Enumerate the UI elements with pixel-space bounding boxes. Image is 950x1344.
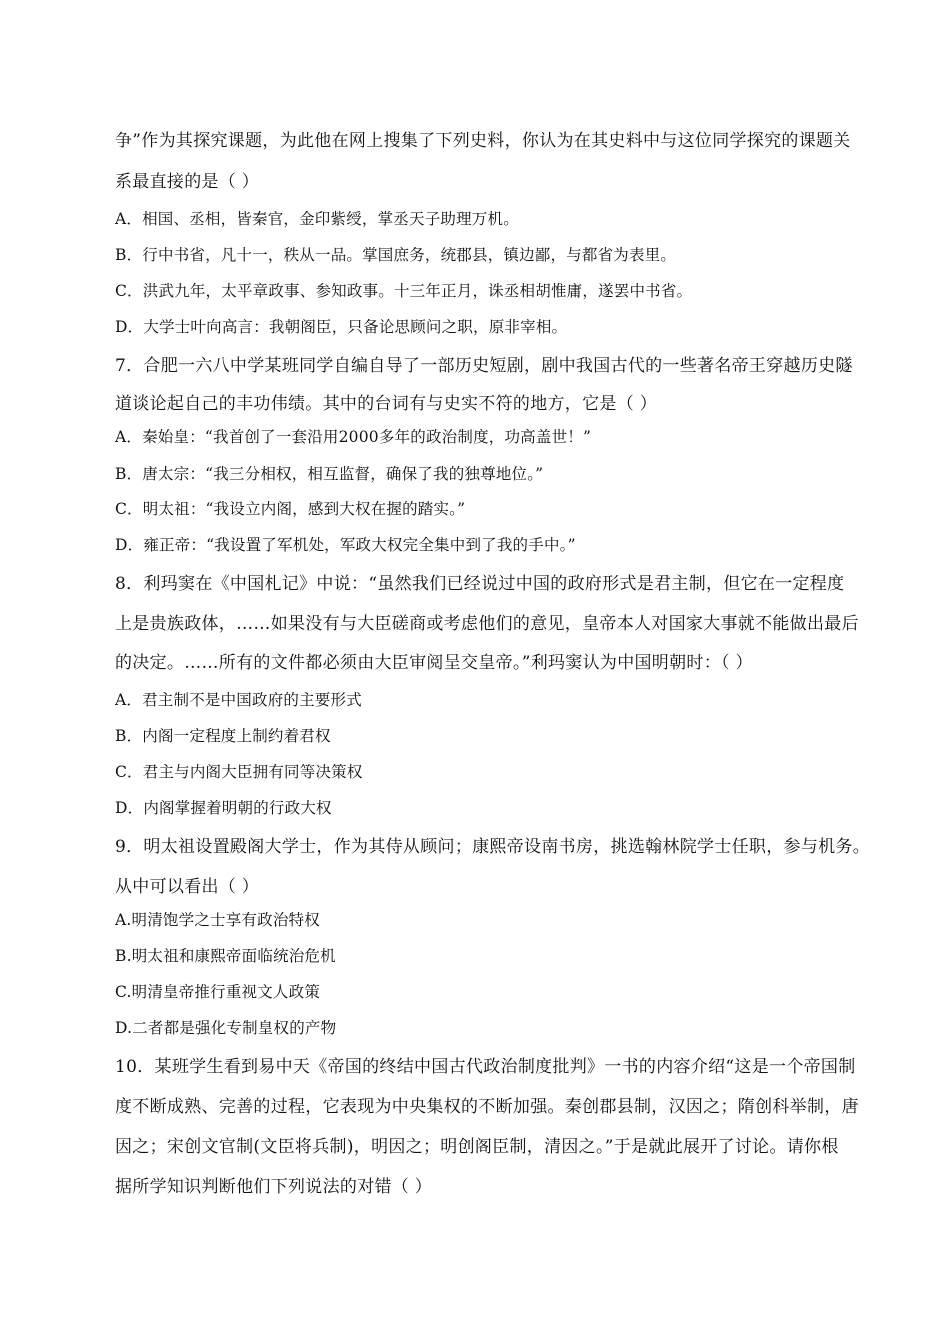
option-c: C．君主与内阁大臣拥有同等决策权: [115, 763, 363, 781]
option-c: C.明清皇帝推行重视文人政策: [115, 983, 321, 1001]
option-b: B．内阁一定程度上制约着君权: [115, 727, 331, 745]
option-c: C．洪武九年，太平章政事、参知政事。十三年正月，诛丞相胡惟庸，遂罢中书省。: [115, 282, 693, 300]
question-10-stem: 度不断成熟、完善的过程，它表现为中央集权的不断加强。秦创郡县制，汉因之；隋创科举制，唐: [115, 1097, 859, 1117]
option-c: C．明太祖：“我设立内阁，感到大权在握的踏实。”: [115, 500, 466, 518]
option-a: A．相国、丞相，皆秦官，金印紫绶，掌丞天子助理万机。: [115, 210, 519, 228]
option-d: D．雍正帝：“我设置了军机处，军政大权完全集中到了我的手中。”: [115, 536, 576, 554]
option-b: B.明太祖和康熙帝面临统治危机: [115, 947, 336, 965]
question-7-stem: 7．合肥一六八中学某班同学自编自导了一部历史短剧，剧中我国古代的一些著名帝王穿越历史隧: [115, 356, 853, 376]
question-7-stem: 道谈论起自己的丰功伟绩。其中的台词有与史实不符的地方，它是（ ）: [115, 394, 658, 414]
option-a: A．秦始皇：“我首创了一套沿用2000多年的政治制度，功高盖世！”: [115, 428, 592, 446]
question-10-stem: 10．某班学生看到易中天《帝国的终结中国古代政治制度批判》一书的内容介绍“这是一个帝国制: [115, 1057, 856, 1077]
option-a: A.明清饱学之士享有政治特权: [115, 911, 320, 929]
option-b: B．唐太宗：“我三分相权，相互监督，确保了我的独尊地位。”: [115, 465, 544, 483]
question-8-stem: 的决定。……所有的文件都必须由大臣审阅呈交皇帝。”利玛窦认为中国明朝时：（ ）: [115, 653, 753, 673]
question-10-stem: 因之；宋创文官制(文臣将兵制)，明因之；明创阁臣制，清因之。”于是就此展开了讨论。请你根: [115, 1137, 839, 1157]
text-line: 争”作为其探究课题，为此他在网上搜集了下列史料，你认为在其史料中与这位同学探究的课题关: [115, 131, 851, 151]
option-d: D．内阁掌握着明朝的行政大权: [115, 799, 332, 817]
question-8-stem: 上是贵族政体，……如果没有与大臣磋商或考虑他们的意见，皇帝本人对国家大事就不能做出最后: [115, 614, 859, 634]
option-d: D.二者都是强化专制皇权的产物: [115, 1019, 337, 1037]
question-8-stem: 8．利玛窦在《中国札记》中说：“虽然我们已经说过中国的政府形式是君主制，但它在一定程度: [115, 574, 845, 594]
question-9-stem: 从中可以看出（ ）: [115, 877, 260, 897]
option-a: A．君主制不是中国政府的主要形式: [115, 691, 362, 709]
option-b: B．行中书省，凡十一，秩从一品。掌国庶务，统郡县，镇边鄙，与都省为表里。: [115, 246, 677, 264]
question-9-stem: 9．明太祖设置殿阁大学士，作为其侍从顾问；康熙帝设南书房，挑选翰林院学士任职，参与机务。: [115, 837, 871, 857]
text-line: 系最直接的是（ ）: [115, 172, 260, 192]
question-10-stem: 据所学知识判断他们下列说法的对错（ ）: [115, 1177, 433, 1197]
option-d: D．大学士叶向高言：我朝阁臣，只备论思顾问之职，原非宰相。: [115, 318, 568, 336]
